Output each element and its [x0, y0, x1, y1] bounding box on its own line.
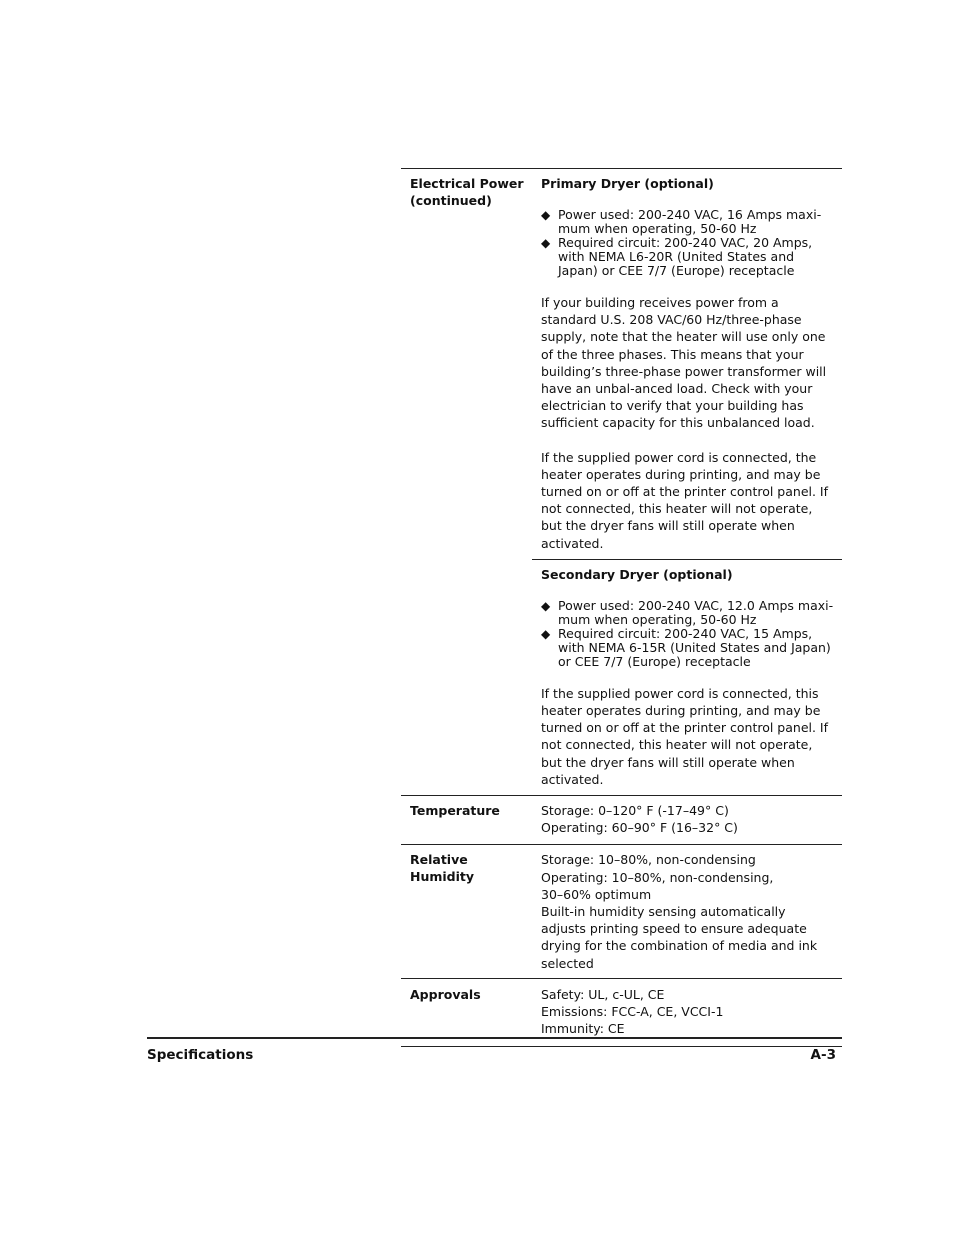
approvals-line: Emissions: FCC-A, CE, VCCI-1: [541, 1004, 724, 1020]
page-number: A-3: [810, 1047, 836, 1063]
secondary-dryer-bullets: [541, 599, 834, 669]
secondary-dryer-title: Secondary Dryer (optional): [541, 566, 733, 582]
diamond-bullet-icon: ◆: [541, 598, 551, 613]
list-item: [541, 627, 834, 669]
humidity-line: Built-in humidity sensing automatically adjusts printing speed to ensure adequate drying for the combination of media and ink selected: [541, 904, 818, 971]
humidity-line: 30–60% optimum: [541, 886, 652, 902]
humidity-line: Storage: 10–80%, non-condensing: [541, 852, 756, 868]
page-footer: [147, 1037, 842, 1063]
row-label-temperature: Temperature: [410, 803, 500, 819]
specifications-table: [401, 168, 842, 1047]
row-content-electrical-power: [532, 169, 842, 795]
list-item: [541, 208, 834, 236]
row-label-relative-humidity: Relative Humidity: [410, 852, 475, 885]
row-content-relative-humidity: [532, 845, 842, 977]
footer-section-title: Specifications: [147, 1047, 254, 1063]
primary-dryer-section: [532, 169, 842, 559]
diamond-bullet-icon: ◆: [541, 208, 551, 222]
primary-dryer-bullets: [541, 208, 834, 278]
diamond-bullet-icon: ◆: [541, 236, 551, 250]
primary-dryer-title: Primary Dryer (optional): [541, 176, 714, 191]
bullet-text: Power used: 200-240 VAC, 12.0 Amps maxi-mum when operating, 50-60 Hz: [558, 597, 834, 627]
humidity-line: Operating: 10–80%, non-condensing,: [541, 869, 774, 885]
row-label-electrical-power: Electrical Power (continued): [410, 176, 524, 208]
primary-dryer-paragraph: If your building receives power from a standard U.S. 208 VAC/60 Hz/three-phase supply, note that the heater will use only one of the three phases. This means that your building’s three-phase power transformer will have an unbal-anced load. Check with your electrician to verify that your building has sufficient capacity for this unbalanced load.: [541, 295, 827, 431]
row-label-approvals: Approvals: [410, 986, 481, 1002]
row-electrical-power: [401, 169, 842, 796]
approvals-line: Safety: UL, c-UL, CE: [541, 986, 665, 1002]
secondary-dryer-section: [532, 559, 842, 795]
temperature-line: Storage: 0–120° F (-17–49° C): [541, 803, 729, 819]
temperature-line: Operating: 60–90° F (16–32° C): [541, 820, 738, 836]
list-item: [541, 236, 834, 278]
row-relative-humidity: [401, 845, 842, 978]
bullet-text: Required circuit: 200-240 VAC, 15 Amps, with NEMA 6-15R (United States and Japan) or CEE 7/7 (Europe) receptacle: [558, 625, 831, 669]
list-item: [541, 599, 834, 627]
bullet-text: Power used: 200-240 VAC, 16 Amps maxi-mum when operating, 50-60 Hz: [558, 207, 822, 236]
row-content-temperature: [532, 796, 842, 844]
diamond-bullet-icon: ◆: [541, 626, 551, 641]
bullet-text: Required circuit: 200-240 VAC, 20 Amps, with NEMA L6-20R (United States and Japan) or CEE 7/7 (Europe) receptacle: [558, 235, 813, 278]
approvals-line: Immunity: CE: [541, 1021, 625, 1037]
secondary-dryer-paragraph: If the supplied power cord is connected, this heater operates during printing, and may be turned on or off at the printer control panel. If not connected, this heater will not operate, but the dryer fans will still operate when activated.: [541, 685, 829, 787]
primary-dryer-paragraph: If the supplied power cord is connected, the heater operates during printing, and may be turned on or off at the printer control panel. If not connected, this heater will not operate, but the dryer fans will still operate when activated.: [541, 449, 829, 551]
row-content-approvals: [532, 979, 842, 1046]
row-temperature: [401, 796, 842, 845]
